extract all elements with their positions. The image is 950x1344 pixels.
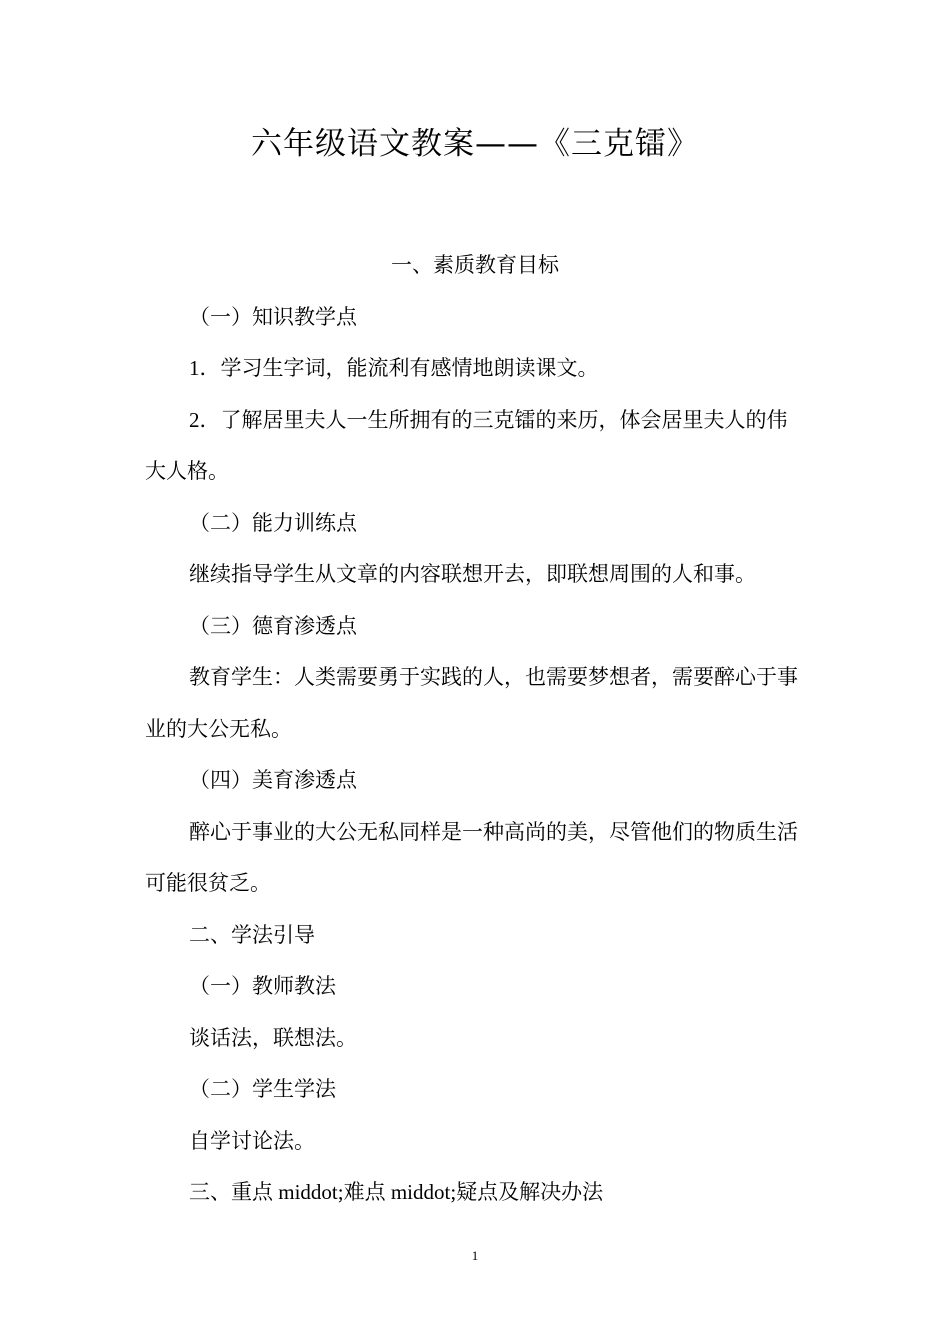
paragraph-student-method: 自学讨论法。: [189, 1128, 315, 1153]
subheading-aesthetic: （四）美育渗透点: [189, 768, 357, 792]
item-text: ．学习生字词，能流利有感情地朗读课文。: [199, 356, 599, 380]
item-number: 2: [189, 407, 200, 432]
heading-part: 难点: [343, 1180, 386, 1204]
paragraph-item-2: [145, 395, 805, 498]
paragraph-moral: 教育学生：人类需要勇于实践的人，也需要梦想者，需要醉心于事业的大公无私。: [145, 665, 798, 741]
paragraph-aesthetic: 醉心于事业的大公无私同样是一种高尚的美，尽管他们的物质生活可能很贫乏。: [145, 819, 798, 895]
heading-part: 疑点及解决办法: [456, 1180, 604, 1204]
paragraph-item-1: [145, 343, 805, 395]
section-heading-1: 一、素质教育目标: [391, 253, 559, 277]
subheading-knowledge: （一）知识教学点: [189, 304, 357, 329]
heading-part: 三、重点: [189, 1180, 273, 1204]
paragraph-teacher-method: 谈话法，联想法。: [189, 1025, 357, 1050]
heading-part: middot;: [273, 1180, 344, 1204]
item-number: 1: [189, 356, 200, 380]
item-text: ．了解居里夫人一生所拥有的三克镭的来历，体会居里夫人的伟大人格。: [145, 407, 788, 483]
page-number: 1: [471, 1248, 479, 1263]
document-body: [145, 240, 805, 1219]
section-heading-3: [145, 1167, 805, 1219]
subheading-moral: （三）德育渗透点: [189, 613, 357, 638]
subheading-student-method: （二）学生学法: [189, 1077, 336, 1101]
heading-part: middot;: [385, 1180, 457, 1204]
document-title: 六年级语文教案——《三克镭》: [251, 126, 699, 162]
subheading-teacher-method: （一）教师教法: [189, 974, 336, 998]
paragraph-ability: 继续指导学生从文章的内容联想开去，即联想周围的人和事。: [189, 562, 756, 586]
section-heading-2: 二、学法引导: [189, 922, 315, 947]
subheading-ability: （二）能力训练点: [189, 510, 357, 535]
